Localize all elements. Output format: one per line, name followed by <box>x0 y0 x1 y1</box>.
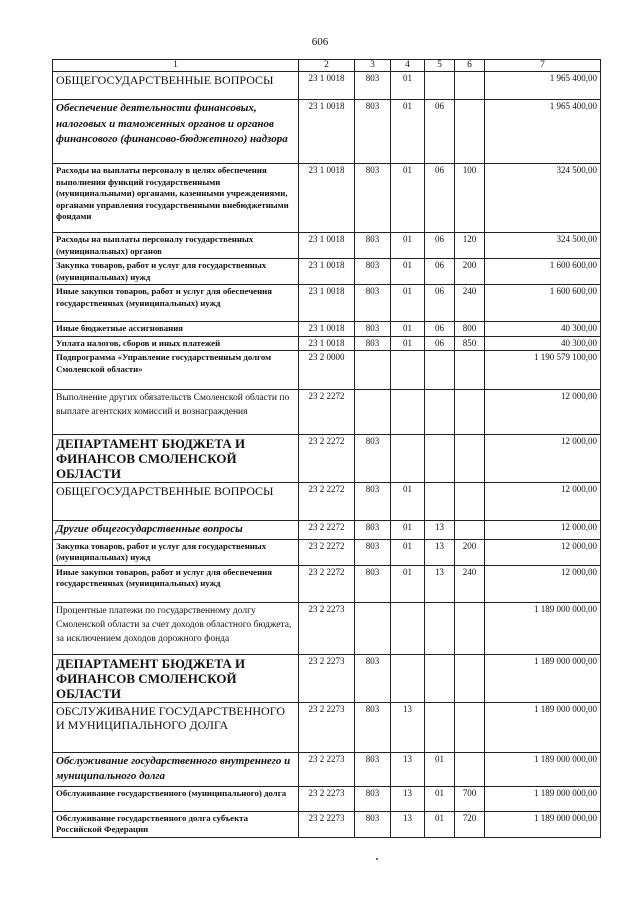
table-row <box>53 752 601 786</box>
table-row <box>53 285 601 322</box>
section-code <box>391 602 425 654</box>
admin-code: 803 <box>355 259 391 285</box>
item-name: Обеспечение деятельности финансовых, налоговых и таможенных органов и органов финансового (финансово-бюджетного) надзора <box>53 100 299 164</box>
amount: 1 189 000 000,00 <box>485 702 601 752</box>
item-name: Иные бюджетные ассигнования <box>53 322 299 337</box>
expense-type-code <box>455 752 485 786</box>
expense-type-code: 800 <box>455 322 485 337</box>
table-row <box>53 654 601 702</box>
section-code: 13 <box>391 702 425 752</box>
subsection-code: 06 <box>425 322 455 337</box>
item-name: Подпрограмма «Управление государственным долгом Смоленской области» <box>53 351 299 390</box>
table-row <box>53 602 601 654</box>
scan-dot <box>376 858 378 860</box>
target-code: 23 2 2272 <box>299 539 355 565</box>
subsection-code: 13 <box>425 521 455 540</box>
section-code: 01 <box>391 233 425 259</box>
expense-type-code <box>455 654 485 702</box>
subsection-code: 01 <box>425 811 455 837</box>
amount: 1 189 000 000,00 <box>485 786 601 811</box>
item-name: Расходы на выплаты персоналу государственных (муниципальных) органов <box>53 233 299 259</box>
subsection-code <box>425 351 455 390</box>
amount: 12 000,00 <box>485 565 601 602</box>
amount: 12 000,00 <box>485 390 601 435</box>
target-code: 23 2 2272 <box>299 521 355 540</box>
table-row <box>53 72 601 100</box>
section-code: 01 <box>391 322 425 337</box>
amount: 1 189 000 000,00 <box>485 654 601 702</box>
amount: 12 000,00 <box>485 483 601 521</box>
admin-code: 803 <box>355 702 391 752</box>
admin-code: 803 <box>355 565 391 602</box>
table-row <box>53 565 601 602</box>
item-name: ДЕПАРТАМЕНТ БЮДЖЕТА И ФИНАНСОВ СМОЛЕНСКОЙ ОБЛАСТИ <box>53 435 299 483</box>
target-code: 23 2 2273 <box>299 702 355 752</box>
section-code: 13 <box>391 811 425 837</box>
target-code: 23 2 2272 <box>299 483 355 521</box>
target-code: 23 2 2273 <box>299 786 355 811</box>
target-code: 23 1 0018 <box>299 322 355 337</box>
subsection-code <box>425 72 455 100</box>
column-header: 4 <box>391 60 425 72</box>
page-number: 606 <box>311 36 329 48</box>
subsection-code <box>425 654 455 702</box>
expense-type-code: 850 <box>455 336 485 351</box>
table-row <box>53 483 601 521</box>
admin-code: 803 <box>355 285 391 322</box>
amount: 1 600 600,00 <box>485 259 601 285</box>
table-row <box>53 259 601 285</box>
amount: 1 189 000 000,00 <box>485 811 601 837</box>
admin-code: 803 <box>355 539 391 565</box>
amount: 1 965 400,00 <box>485 72 601 100</box>
amount: 40 300,00 <box>485 336 601 351</box>
target-code: 23 1 0018 <box>299 233 355 259</box>
table-row <box>53 521 601 540</box>
table-row <box>53 164 601 233</box>
amount: 324 500,00 <box>485 164 601 233</box>
target-code: 23 1 0018 <box>299 164 355 233</box>
section-code <box>391 435 425 483</box>
table-body <box>53 72 601 838</box>
admin-code: 803 <box>355 233 391 259</box>
amount: 12 000,00 <box>485 521 601 540</box>
column-header: 2 <box>299 60 355 72</box>
section-code <box>391 351 425 390</box>
target-code: 23 1 0018 <box>299 285 355 322</box>
amount: 1 189 000 000,00 <box>485 602 601 654</box>
admin-code: 803 <box>355 100 391 164</box>
admin-code: 803 <box>355 654 391 702</box>
subsection-code <box>425 390 455 435</box>
subsection-code: 13 <box>425 565 455 602</box>
expense-type-code: 240 <box>455 285 485 322</box>
admin-code: 803 <box>355 435 391 483</box>
subsection-code: 13 <box>425 539 455 565</box>
expense-type-code <box>455 390 485 435</box>
item-name: Обслуживание государственного долга субъекта Российской Федерации <box>53 811 299 837</box>
admin-code <box>355 602 391 654</box>
subsection-code: 06 <box>425 100 455 164</box>
expense-type-code <box>455 521 485 540</box>
section-code: 13 <box>391 786 425 811</box>
target-code: 23 2 2273 <box>299 654 355 702</box>
table-row <box>53 100 601 164</box>
item-name: Расходы на выплаты персоналу в целях обеспечения выполнения функций государственными (муниципальными) органами, казенными учреждениями, органами управления государственными внебюджетными фондами <box>53 164 299 233</box>
expense-type-code: 240 <box>455 565 485 602</box>
item-name: Обслуживание государственного внутреннего и муниципального долга <box>53 752 299 786</box>
target-code: 23 2 2273 <box>299 752 355 786</box>
admin-code: 803 <box>355 164 391 233</box>
subsection-code: 06 <box>425 259 455 285</box>
section-code <box>391 654 425 702</box>
section-code: 01 <box>391 336 425 351</box>
admin-code: 803 <box>355 752 391 786</box>
table-row <box>53 351 601 390</box>
item-name: Иные закупки товаров, работ и услуг для обеспечения государственных (муниципальных) нужд <box>53 565 299 602</box>
item-name: ОБСЛУЖИВАНИЕ ГОСУДАРСТВЕННОГО И МУНИЦИПАЛЬНОГО ДОЛГА <box>53 702 299 752</box>
item-name: Другие общегосударственные вопросы <box>53 521 299 540</box>
column-header: 6 <box>455 60 485 72</box>
admin-code: 803 <box>355 483 391 521</box>
target-code: 23 2 2273 <box>299 602 355 654</box>
expense-type-code: 700 <box>455 786 485 811</box>
column-header: 5 <box>425 60 455 72</box>
subsection-code <box>425 702 455 752</box>
subsection-code: 06 <box>425 233 455 259</box>
expense-type-code: 100 <box>455 164 485 233</box>
subsection-code: 06 <box>425 285 455 322</box>
table-row <box>53 336 601 351</box>
target-code: 23 1 0018 <box>299 100 355 164</box>
amount: 1 600 600,00 <box>485 285 601 322</box>
expense-type-code <box>455 72 485 100</box>
column-number-row <box>53 60 601 72</box>
subsection-code <box>425 602 455 654</box>
admin-code: 803 <box>355 786 391 811</box>
target-code: 23 2 2272 <box>299 435 355 483</box>
expense-type-code: 120 <box>455 233 485 259</box>
target-code: 23 1 0018 <box>299 72 355 100</box>
expense-type-code: 720 <box>455 811 485 837</box>
section-code: 01 <box>391 164 425 233</box>
item-name: ОБЩЕГОСУДАРСТВЕННЫЕ ВОПРОСЫ <box>53 72 299 100</box>
admin-code <box>355 390 391 435</box>
admin-code: 803 <box>355 322 391 337</box>
expense-type-code <box>455 483 485 521</box>
amount: 1 189 000 000,00 <box>485 752 601 786</box>
subsection-code: 06 <box>425 164 455 233</box>
expense-type-code: 200 <box>455 259 485 285</box>
target-code: 23 2 0000 <box>299 351 355 390</box>
subsection-code <box>425 483 455 521</box>
amount: 1 190 579 100,00 <box>485 351 601 390</box>
expense-type-code <box>455 435 485 483</box>
amount: 12 000,00 <box>485 435 601 483</box>
admin-code: 803 <box>355 521 391 540</box>
expense-type-code <box>455 602 485 654</box>
section-code: 01 <box>391 72 425 100</box>
section-code <box>391 390 425 435</box>
item-name: Обслуживание государственного (муниципального) долга <box>53 786 299 811</box>
table-row <box>53 786 601 811</box>
item-name: Закупка товаров, работ и услуг для государственных (муниципальных) нужд <box>53 539 299 565</box>
table-row <box>53 233 601 259</box>
subsection-code: 06 <box>425 336 455 351</box>
section-code: 01 <box>391 565 425 602</box>
expense-type-code: 200 <box>455 539 485 565</box>
section-code: 01 <box>391 259 425 285</box>
item-name: Закупка товаров, работ и услуг для государственных (муниципальных) нужд <box>53 259 299 285</box>
column-header: 1 <box>53 60 299 72</box>
item-name: Иные закупки товаров, работ и услуг для обеспечения государственных (муниципальных) нужд <box>53 285 299 322</box>
subsection-code: 01 <box>425 786 455 811</box>
amount: 1 965 400,00 <box>485 100 601 164</box>
section-code: 01 <box>391 483 425 521</box>
section-code: 01 <box>391 521 425 540</box>
admin-code: 803 <box>355 811 391 837</box>
admin-code: 803 <box>355 72 391 100</box>
admin-code: 803 <box>355 336 391 351</box>
column-header: 3 <box>355 60 391 72</box>
item-name: Выполнение других обязательств Смоленской области по выплате агентских комиссий и вознаграждения <box>53 390 299 435</box>
table-row <box>53 322 601 337</box>
section-code: 01 <box>391 539 425 565</box>
section-code: 13 <box>391 752 425 786</box>
table-row <box>53 811 601 837</box>
amount: 324 500,00 <box>485 233 601 259</box>
expense-type-code <box>455 100 485 164</box>
target-code: 23 1 0018 <box>299 259 355 285</box>
amount: 12 000,00 <box>485 539 601 565</box>
item-name: ОБЩЕГОСУДАРСТВЕННЫЕ ВОПРОСЫ <box>53 483 299 521</box>
table-row <box>53 390 601 435</box>
table-row <box>53 435 601 483</box>
item-name: ДЕПАРТАМЕНТ БЮДЖЕТА И ФИНАНСОВ СМОЛЕНСКОЙ ОБЛАСТИ <box>53 654 299 702</box>
budget-table <box>52 59 601 838</box>
expense-type-code <box>455 702 485 752</box>
table-row <box>53 702 601 752</box>
target-code: 23 1 0018 <box>299 336 355 351</box>
target-code: 23 2 2272 <box>299 565 355 602</box>
subsection-code <box>425 435 455 483</box>
section-code: 01 <box>391 285 425 322</box>
column-header: 7 <box>485 60 601 72</box>
expense-type-code <box>455 351 485 390</box>
subsection-code: 01 <box>425 752 455 786</box>
target-code: 23 2 2272 <box>299 390 355 435</box>
item-name: Процентные платежи по государственному долгу Смоленской области за счет доходов областного бюджета, за исключением доходов дорожного фонда <box>53 602 299 654</box>
section-code: 01 <box>391 100 425 164</box>
table-row <box>53 539 601 565</box>
item-name: Уплата налогов, сборов и иных платежей <box>53 336 299 351</box>
admin-code <box>355 351 391 390</box>
amount: 40 300,00 <box>485 322 601 337</box>
target-code: 23 2 2273 <box>299 811 355 837</box>
